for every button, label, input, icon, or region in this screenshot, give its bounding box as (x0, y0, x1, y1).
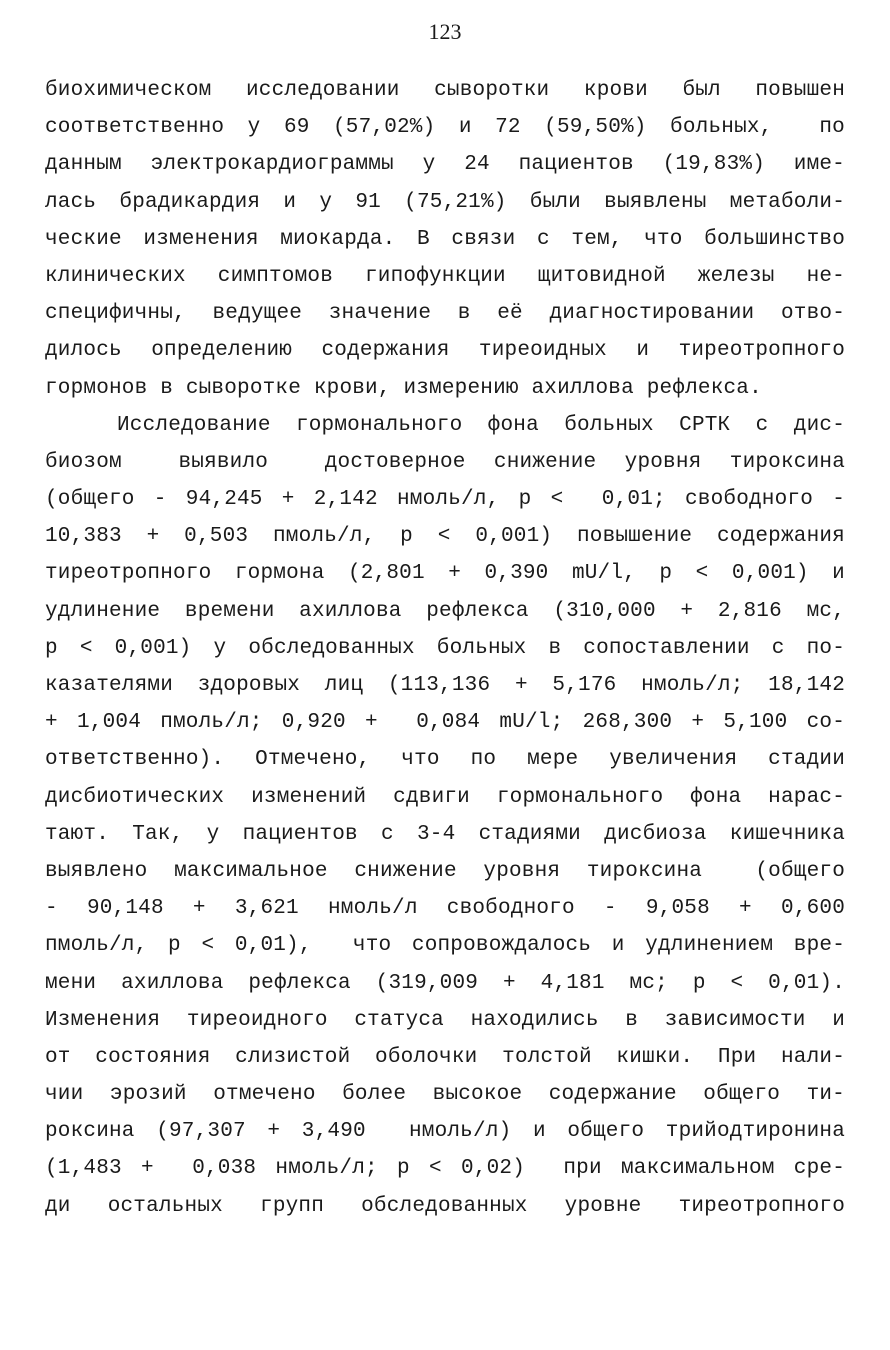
text-line: чии эрозий отмечено более высокое содержание общего ти- (45, 1083, 845, 1107)
text-line: тают. Так, у пациентов с 3-4 стадиями дисбиоза кишечника (45, 822, 845, 846)
text-line: - 90,148 + 3,621 нмоль/л свободного - 9,058 + 0,600 (45, 897, 845, 921)
page-number: 123 (428, 19, 462, 44)
text-line: роксина (97,307 + 3,490 нмоль/л) и общего трийодтиронина (45, 1120, 845, 1144)
text-line: пмоль/л, р < 0,01), что сопровождалось и удлинением вре- (45, 934, 845, 958)
text-line: гормонов в сыворотке крови, измерению ахиллова рефлекса. (45, 376, 762, 400)
text-line: 10,383 + 0,503 пмоль/л, р < 0,001) повышение содержания (45, 525, 845, 549)
text-line: Исследование гормонального фона больных СРТК с дис- (117, 413, 845, 437)
text-line: Изменения тиреоидного статуса находились в зависимости и (45, 1008, 845, 1032)
text-line: лась брадикардия и у 91 (75,21%) были выявлены метаболи- (45, 190, 845, 214)
text-line: дилось определению содержания тиреоидных и тиреотропного (45, 339, 845, 363)
text-line: удлинение времени ахиллова рефлекса (310,000 + 2,816 мс, (45, 599, 845, 623)
text-line: ческие изменения миокарда. В связи с тем, что большинство (45, 227, 845, 251)
text-line: выявлено максимальное снижение уровня тироксина (общего (45, 859, 845, 883)
text-line: (1,483 + 0,038 нмоль/л; р < 0,02) при максимальном сре- (45, 1157, 845, 1181)
text-line: (общего - 94,245 + 2,142 нмоль/л, р < 0,01; свободного - (45, 488, 845, 512)
body-text (45, 72, 845, 1225)
text-line: специфичны, ведущее значение в её диагностировании отво- (45, 302, 845, 326)
text-line: казателями здоровых лиц (113,136 + 5,176 нмоль/л; 18,142 (45, 674, 845, 697)
text-line: ответственно). Отмечено, что по мере увеличения стадии (45, 748, 845, 772)
text-line: тиреотропного гормона (2,801 + 0,390 mU/l, р < 0,001) и (45, 562, 845, 586)
text-line: р < 0,001) у обследованных больных в сопоставлении с по- (45, 636, 845, 660)
text-line: дисбиотических изменений сдвиги гормонального фона нарас- (45, 785, 845, 809)
text-line: клинических симптомов гипофункции щитовидной железы не- (45, 264, 845, 288)
text-line: данным электрокардиограммы у 24 пациентов (19,83%) име- (45, 153, 845, 177)
text-line: соответственно у 69 (57,02%) и 72 (59,50%) больных, по (45, 116, 845, 140)
text-line: биозом выявило достоверное снижение уровня тироксина (45, 450, 845, 474)
text-line: мени ахиллова рефлекса (319,009 + 4,181 мс; р < 0,01). (45, 971, 845, 995)
text-line: ди остальных групп обследованных уровне тиреотропного (45, 1194, 845, 1218)
text-line: + 1,004 пмоль/л; 0,920 + 0,084 mU/l; 268,300 + 5,100 со- (45, 711, 845, 735)
text-line: от состояния слизистой оболочки толстой кишки. При нали- (45, 1045, 845, 1069)
text-line: биохимическом исследовании сыворотки крови был повышен (45, 79, 845, 102)
